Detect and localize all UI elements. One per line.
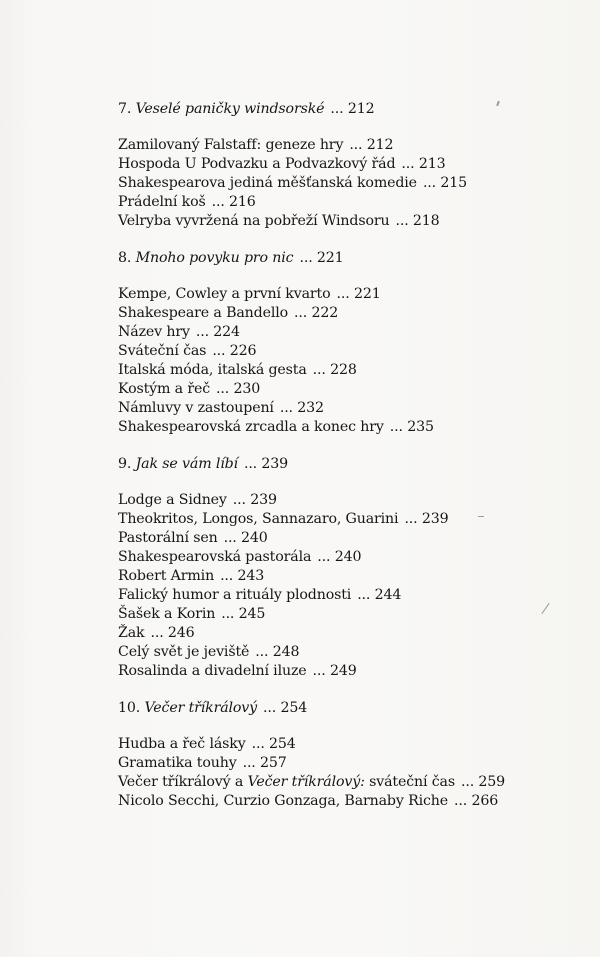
entry-page-ref: ... 235 (389, 419, 434, 435)
entry-title-part: Shakespearova jediná měšťanská komedie (118, 175, 417, 191)
entry-title-part: Shakespearovská pastorála (118, 549, 312, 565)
toc-entry (118, 662, 578, 681)
entry-title-part: Theokritos, Longos, Sannazaro, Guarini (118, 511, 399, 527)
entry-title-part: Rosalinda a divadelní iluze (118, 663, 307, 679)
toc-entry (118, 548, 578, 567)
entry-page-ref: ... 259 (460, 774, 506, 790)
toc-entry (118, 643, 578, 662)
entry-page-ref: ... 222 (294, 305, 339, 321)
entry-title-part: Celý svět je jeviště (118, 644, 250, 660)
entry-title-part: Hospoda U Podvazku a Podvazkový řád (118, 156, 396, 172)
entry-page-ref: ... 224 (195, 324, 240, 340)
entry-title-part: Prádelní koš (118, 194, 206, 210)
toc-entry (118, 212, 578, 231)
toc-entry (118, 174, 578, 193)
chapter-number: 10. (118, 700, 141, 716)
entry-title-part: Falický humor a rituály plodnosti (118, 587, 352, 603)
entry-page-ref: ... 243 (220, 568, 265, 584)
toc-entry (118, 136, 578, 155)
entry-page-ref: ... 232 (279, 400, 324, 416)
toc-entry (118, 323, 578, 342)
entry-page-ref: ... 239 (232, 492, 277, 508)
entry-title-part: Lodge a Sidney (118, 492, 227, 508)
chapter-number: 7. (118, 101, 132, 117)
chapter-title: Jak se vám líbí (135, 456, 238, 472)
toc-entry (118, 605, 578, 624)
chapter-number: 8. (118, 250, 132, 266)
entry-title-part: Večer tříkrálový a (118, 774, 248, 790)
entry-title-part: Název hry (118, 324, 190, 340)
entry-page-ref: ... 218 (395, 213, 440, 229)
toc-entry (118, 510, 578, 529)
toc-entry (118, 754, 578, 773)
entry-title-part: Pastorální sen (118, 530, 218, 546)
entry-page-ref: ... 221 (336, 286, 381, 302)
toc-entry (118, 361, 578, 380)
toc-entry (118, 399, 578, 418)
entry-page-ref: ... 248 (255, 644, 300, 660)
chapter-page-ref: ... 221 (299, 250, 344, 266)
entry-page-ref: ... 239 (404, 511, 449, 527)
toc-entry (118, 529, 578, 548)
toc-entry (118, 567, 578, 586)
toc-entry (118, 285, 578, 304)
entry-title-part: Kempe, Cowley a první kvarto (118, 286, 331, 302)
table-of-contents (118, 100, 578, 829)
toc-entry (118, 155, 578, 174)
chapter-title: Mnoho povyku pro nic (135, 250, 294, 266)
chapter-title: Večer tříkrálový (144, 700, 258, 716)
toc-entry (118, 792, 578, 811)
entry-page-ref: ... 245 (221, 606, 266, 622)
entry-title-part: Italská móda, italská gesta (118, 362, 307, 378)
toc-entry (118, 624, 578, 643)
entry-title-part: Večer tříkrálový: (247, 774, 365, 790)
entry-page-ref: ... 228 (312, 362, 357, 378)
entry-page-ref: ... 226 (212, 343, 257, 359)
chapter-title: Veselé paničky windsorské (135, 101, 325, 117)
entry-page-ref: ... 212 (349, 137, 394, 153)
toc-entry (118, 735, 578, 754)
entry-title-part: Robert Armin (118, 568, 215, 584)
chapter-page-ref: ... 239 (243, 456, 289, 472)
entry-page-ref: ... 266 (454, 793, 499, 809)
entry-title-part: Sváteční čas (118, 343, 207, 359)
entry-page-ref: ... 240 (317, 549, 362, 565)
entry-page-ref: ... 249 (312, 663, 357, 679)
chapter-heading (118, 699, 578, 718)
chapter-number: 9. (118, 456, 132, 472)
chapter-heading (118, 249, 578, 268)
toc-entry (118, 586, 578, 605)
entry-list (118, 136, 578, 231)
chapter-page-ref: ... 254 (263, 700, 308, 716)
entry-page-ref: ... 257 (242, 755, 287, 771)
entry-title-part: Kostým a řeč (118, 381, 211, 397)
entry-title-part: Šašek a Korin (118, 606, 216, 622)
entry-title-part: Hudba a řeč lásky (118, 736, 246, 752)
toc-entry (118, 342, 578, 361)
entry-title-part: Zamilovaný Falstaff: geneze hry (118, 137, 344, 153)
toc-entry (118, 773, 578, 792)
chapter-heading (118, 455, 578, 474)
entry-list (118, 285, 578, 437)
entry-title-part: sváteční čas (364, 774, 455, 790)
entry-title-part: Gramatika touhy (118, 755, 237, 771)
entry-page-ref: ... 254 (251, 736, 296, 752)
entry-page-ref: ... 230 (216, 381, 261, 397)
entry-page-ref: ... 215 (422, 175, 468, 191)
toc-entry (118, 304, 578, 323)
entry-title-part: Velryba vyvržená na pobřeží Windsoru (118, 213, 390, 229)
entry-title-part: Žak (118, 625, 145, 641)
chapter-heading (118, 100, 578, 119)
toc-entry (118, 491, 578, 510)
entry-page-ref: ... 244 (357, 587, 402, 603)
entry-page-ref: ... 240 (223, 530, 268, 546)
toc-entry (118, 380, 578, 399)
entry-list (118, 735, 578, 811)
entry-page-ref: ... 246 (150, 625, 195, 641)
entry-title-part: Námluvy v zastoupení (118, 400, 274, 416)
entry-list (118, 491, 578, 681)
entry-title-part: Shakespearovská zrcadla a konec hry (118, 419, 384, 435)
chapter-page-ref: ... 212 (330, 101, 375, 117)
toc-entry (118, 193, 578, 212)
toc-entry (118, 418, 578, 437)
entry-title-part: Nicolo Secchi, Curzio Gonzaga, Barnaby Riche (118, 793, 449, 809)
entry-title-part: Shakespeare a Bandello (118, 305, 288, 321)
entry-page-ref: ... 216 (211, 194, 256, 210)
entry-page-ref: ... 213 (401, 156, 446, 172)
